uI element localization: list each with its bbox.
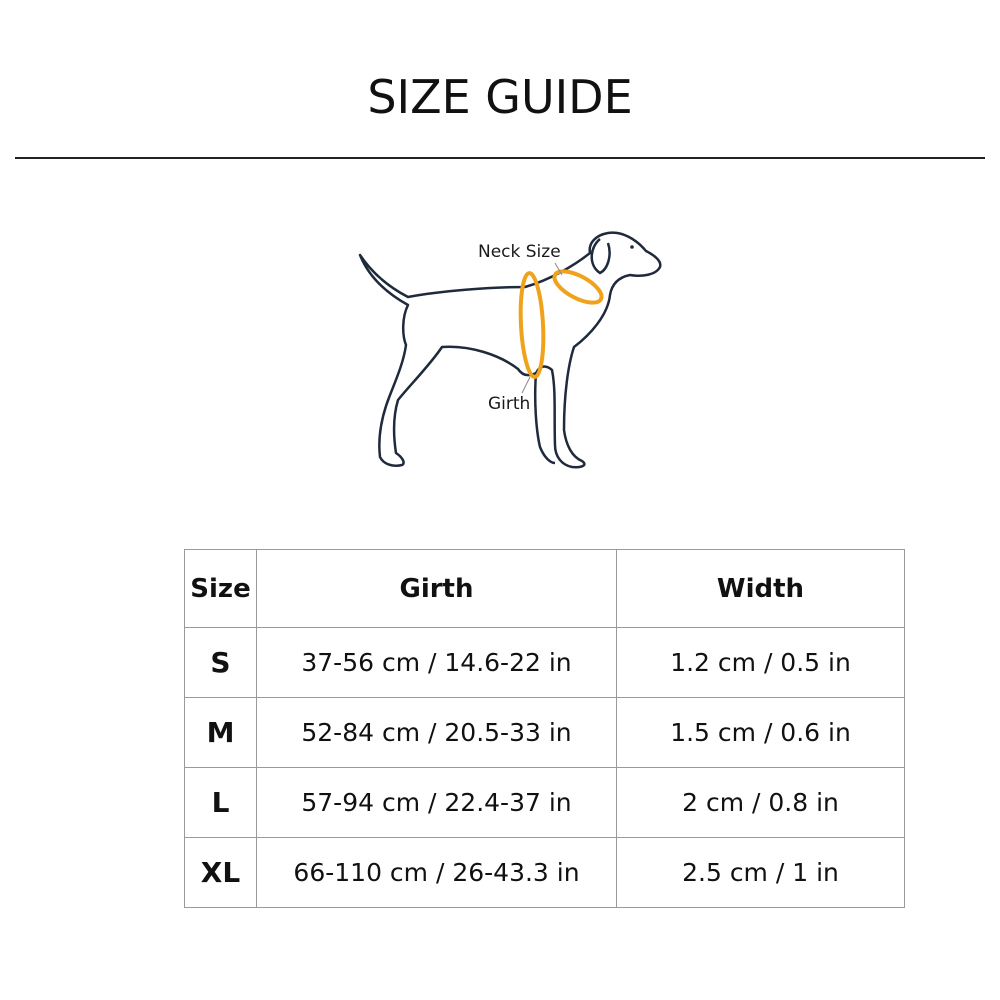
page-title: SIZE GUIDE bbox=[367, 70, 633, 124]
size-cell: L bbox=[185, 768, 257, 838]
girth-cell: 52-84 cm / 20.5-33 in bbox=[257, 698, 617, 768]
girth-ring bbox=[518, 272, 545, 377]
dog-eye bbox=[630, 245, 634, 249]
size-cell: XL bbox=[185, 838, 257, 908]
width-cell: 1.5 cm / 0.6 in bbox=[617, 698, 905, 768]
table-header-row bbox=[185, 550, 905, 628]
girth-pointer-line bbox=[522, 377, 530, 393]
size-table bbox=[184, 549, 905, 908]
width-cell: 1.2 cm / 0.5 in bbox=[617, 628, 905, 698]
dog-ear bbox=[592, 239, 610, 273]
width-cell: 2 cm / 0.8 in bbox=[617, 768, 905, 838]
table-row bbox=[185, 628, 905, 698]
dog-measurement-diagram bbox=[350, 225, 670, 475]
table-row bbox=[185, 768, 905, 838]
dog-front-leg-line bbox=[535, 373, 555, 463]
header-size: Size bbox=[185, 550, 257, 628]
table-row bbox=[185, 698, 905, 768]
size-cell: M bbox=[185, 698, 257, 768]
girth-cell: 37-56 cm / 14.6-22 in bbox=[257, 628, 617, 698]
size-cell: S bbox=[185, 628, 257, 698]
girth-cell: 66-110 cm / 26-43.3 in bbox=[257, 838, 617, 908]
girth-label: Girth bbox=[488, 394, 531, 414]
header-width: Width bbox=[617, 550, 905, 628]
dog-outline bbox=[360, 233, 660, 468]
table-row bbox=[185, 838, 905, 908]
neck-size-label: Neck Size bbox=[478, 242, 561, 262]
dog-diagram-svg bbox=[350, 225, 670, 475]
title-divider bbox=[15, 157, 985, 159]
width-cell: 2.5 cm / 1 in bbox=[617, 838, 905, 908]
girth-cell: 57-94 cm / 22.4-37 in bbox=[257, 768, 617, 838]
header-girth: Girth bbox=[257, 550, 617, 628]
